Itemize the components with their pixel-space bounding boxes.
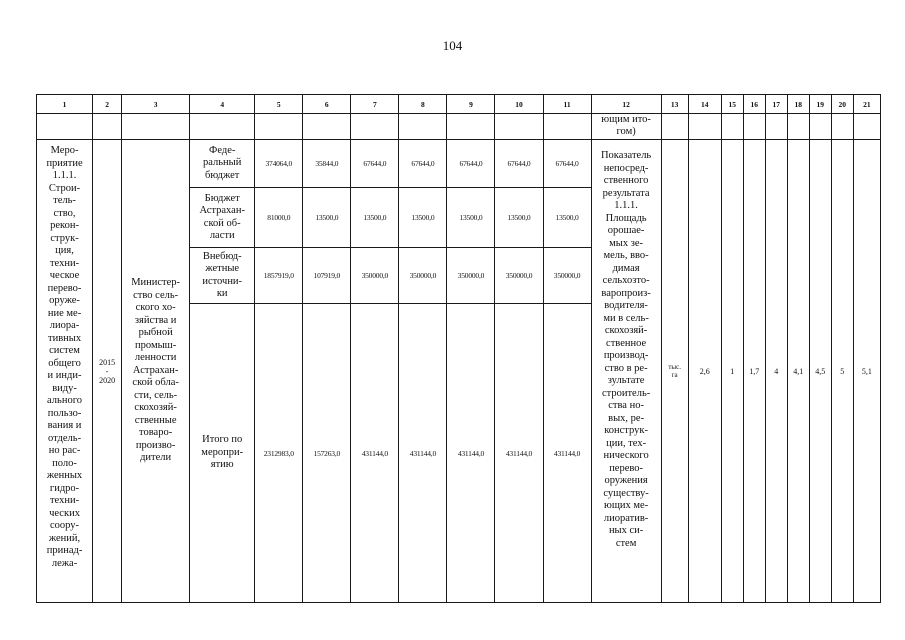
col-number: 6 [303,95,351,114]
value-cell: 81000,0 [255,188,303,248]
value-cell: 431144,0 [399,304,447,603]
value-cell: 157263,0 [303,304,351,603]
value-cell: 107919,0 [303,248,351,304]
value-cell: 13500,0 [447,188,495,248]
col-number: 20 [831,95,853,114]
col-number: 5 [255,95,303,114]
value-cell: 350000,0 [447,248,495,304]
col-number: 12 [591,95,661,114]
page-number: 104 [442,38,463,53]
col-number: 21 [853,95,880,114]
value-cell: 431144,0 [351,304,399,603]
period-cell: 2015 - 2020 [93,140,122,603]
source-name: Феде- ральный бюджет [190,140,255,188]
col-number: 8 [399,95,447,114]
col-number: 13 [661,95,688,114]
value-cell: 13500,0 [303,188,351,248]
value-cell: 350000,0 [543,248,591,304]
col-number: 10 [495,95,543,114]
indicator-value: 5 [831,140,853,603]
value-cell: 35844,0 [303,140,351,188]
col-number: 15 [721,95,743,114]
col-number: 7 [351,95,399,114]
continuation-text: ющим ито- гом) [591,114,661,140]
continuation-row [37,114,881,140]
value-cell: 350000,0 [399,248,447,304]
source-row-federal [37,140,881,188]
value-cell: 2312983,0 [255,304,303,603]
col-number: 14 [688,95,721,114]
col-number: 18 [787,95,809,114]
indicator-value: 5,1 [853,140,880,603]
source-name: Внебюд- жетные источни- ки [190,248,255,304]
source-name: Бюджет Астрахан- ской об- ласти [190,188,255,248]
unit-cell: тыс. га [661,140,688,603]
program-table [36,94,881,603]
measure-cell: Меро- приятие 1.1.1. Строи- тель- ство, рекон- струк- ция, техни- ческое перево- оруже- ние ме- лиора- тивных систем общего и инди- виду- ального пользо- вания и отдель- но рас- поло- женных гидро- техни- ческих соору- жений, принад- лежа- [37,140,93,603]
column-number-row [37,95,881,114]
value-cell: 67644,0 [543,140,591,188]
value-cell: 374064,0 [255,140,303,188]
executor-cell: Министер- ство сель- ского хо- зяйства и рыбной промыш- ленности Астрахан- ской обла- сти, сель- скохозяй- ственные товаро- произво- дители [122,140,190,603]
value-cell: 431144,0 [543,304,591,603]
value-cell: 67644,0 [447,140,495,188]
value-cell: 13500,0 [399,188,447,248]
value-cell: 13500,0 [351,188,399,248]
indicator-value: 4 [765,140,787,603]
col-number: 3 [122,95,190,114]
col-number: 4 [190,95,255,114]
indicator-value: 2,6 [688,140,721,603]
value-cell: 13500,0 [543,188,591,248]
value-cell: 431144,0 [495,304,543,603]
value-cell: 67644,0 [495,140,543,188]
indicator-value: 4,1 [787,140,809,603]
value-cell: 431144,0 [447,304,495,603]
col-number: 2 [93,95,122,114]
indicator-cell: Показатель непосред- ственного результата 1.1.1. Площадь орошае- мых зе- мель, вво- димая сельхозто- варопроиз- водителя- ми в сель- скохозяй- ственное производ- ство в ре- зультате строитель- ства но- вых, ре- конструк- ции, тех- нического перево- оружения существу- ющих ме- лиоратив- ных си- стем [591,140,661,603]
col-number: 9 [447,95,495,114]
indicator-value: 1,7 [743,140,765,603]
col-number: 16 [743,95,765,114]
indicator-value: 4,5 [809,140,831,603]
value-cell: 13500,0 [495,188,543,248]
value-cell: 350000,0 [351,248,399,304]
col-number: 19 [809,95,831,114]
value-cell: 67644,0 [351,140,399,188]
source-name: Итого по меропри- ятию [190,304,255,603]
col-number: 1 [37,95,93,114]
value-cell: 1857919,0 [255,248,303,304]
indicator-value: 1 [721,140,743,603]
value-cell: 67644,0 [399,140,447,188]
value-cell: 350000,0 [495,248,543,304]
col-number: 11 [543,95,591,114]
col-number: 17 [765,95,787,114]
